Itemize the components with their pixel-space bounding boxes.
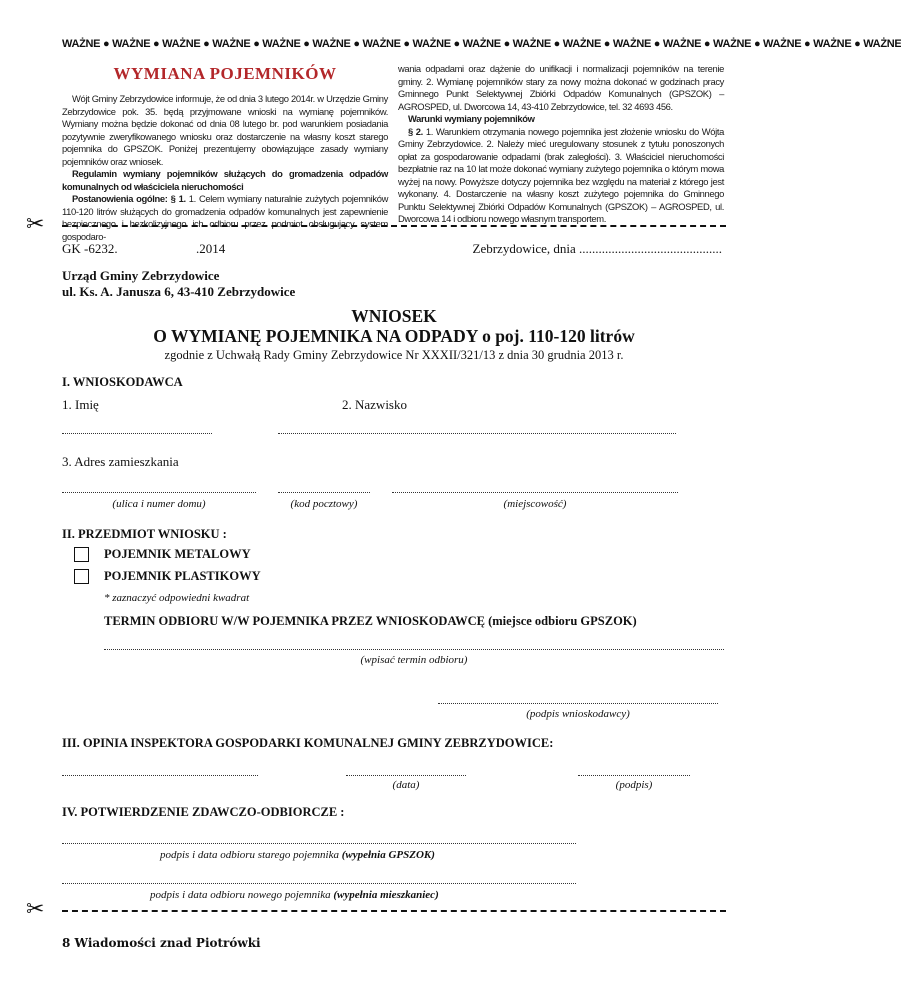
old-bin-signature-hint (160, 849, 435, 861)
section-2-heading: § 2. (408, 125, 423, 137)
metal-bin-label: POJEMNIK METALOWY (104, 547, 251, 561)
scissors-icon: ✂ (26, 897, 45, 922)
first-name-field[interactable] (62, 433, 212, 434)
exchange-conditions-heading: Warunki wymiany pojemników (408, 113, 535, 124)
applicant-signature-hint: (podpis wnioskodawcy) (526, 708, 630, 720)
announcement-title: WYMIANA POJEMNIKÓW (113, 64, 337, 83)
cut-line-top (62, 225, 726, 227)
general-provisions-text: 1. Celem wymiany naturalnie zużytych pojemników 110-120 litrów służących do gromadzenia odpadów komunalnych jest zapewnienie bezpiecznego i bezkolizyjnego ich odbioru przez podmiot obsługujący system gospodaro- (62, 193, 388, 242)
applicant-signature-field[interactable] (438, 703, 718, 704)
street-hint: (ulica i numer domu) (112, 498, 206, 510)
new-bin-signature-field[interactable] (62, 883, 576, 884)
announcement-intro: Wójt Gminy Zebrzydowice informuje, że od dnia 3 lutego 2014r. w Urzędzie Gminy Zebrzydowice pok. 35. będą przyjmowane wnioski na wymianę pojemników. Wymiany można będzie dokonać od dnia 08 lutego br. pod warunkiem posiadania pozytywnie zweryfikowanego wniosku oraz dostarczenie na własny koszt starego pojemnika do GPSZOK. Poniżej prezentujemy obowiązujące zasady wymiany pojemników oraz wniosek. (62, 93, 388, 167)
last-name-label: 2. Nazwisko (342, 397, 407, 412)
inspector-opinion-field[interactable] (62, 775, 258, 776)
section-applicant: I. WNIOSKODAWCA (62, 375, 183, 389)
city-field[interactable] (392, 492, 678, 493)
metal-bin-checkbox[interactable] (74, 547, 89, 562)
place-and-date: Zebrzydowice, dnia ............................................ (472, 241, 722, 256)
reference-prefix: GK -6232. (62, 241, 118, 256)
new-bin-signature-hint (150, 889, 439, 901)
general-provisions (62, 193, 388, 243)
section-2-text: 1. Warunkiem otrzymania nowego pojemnika jest złożenie wniosku do Wójta Gminy Zebrzydowice. 2. Należy mieć uregulowany stosunek z tytułu ponoszonych opłat za gospodarowanie odpadami (brak zaległości). 3. Właściciel nieruchomości bezpłatnie raz na 10 lat może dokonać wymiany zużytego pojemnika o którym mowa wyżej na nowy. Powyższe dotyczy pojemnika bez względu na materiał z którego jest wykonany. 4. Dostarczenie na własny koszt zużytego pojemnika do Gminnego Punktu Selektywnej Zbiórki Odpadów Komunalnych (GPSZOK) – AGROSPED, ul. Dworcowa 14 i odbioru nowego własnym transportem. (398, 125, 724, 224)
announcement-right-column (398, 63, 724, 226)
old-bin-signature-field[interactable] (62, 843, 576, 844)
office-name: Urząd Gminy Zebrzydowice (62, 268, 220, 283)
announcement-continuation: wania odpadami oraz dążenie do unifikacji i normalizacji pojemników na terenie gminy. 2. Wymianę pojemników stary za nowy można dokonać w godzinach pracy Gminnego Punkt Selektywnej Zbiórki Odpadów Komunalnych (GPSZOK) – AGROSPED, ul. Dworcowa 14, 43-410 Zebrzydowice, tel. 32 4693 456. (398, 63, 724, 112)
legal-basis: zgodnie z Uchwałą Rady Gminy Zebrzydowice Nr XXXII/321/13 z dnia 30 grudnia 2013 r. (164, 348, 624, 362)
section-inspector-opinion: III. OPINIA INSPEKTORA GOSPODARKI KOMUNALNEJ GMINY ZEBRZYDOWICE: (62, 736, 554, 750)
first-name-label: 1. Imię (62, 397, 99, 412)
page-number: 8 (62, 936, 71, 950)
exchange-conditions (398, 126, 724, 226)
inspector-date-field[interactable] (346, 775, 466, 776)
inspector-signature-hint: (podpis) (615, 779, 653, 791)
announcement-left-column (62, 93, 388, 243)
new-bin-hint-bold: (wypełnia mieszkaniec) (333, 889, 439, 901)
page-footer (62, 936, 261, 950)
regulation-heading: Regulamin wymiany pojemników służących do gromadzenia odpadów komunalnych od właściciela nieruchomości (62, 168, 388, 192)
inspector-date-hint: (data) (392, 779, 420, 791)
reference-year: .2014 (196, 241, 226, 256)
cut-line-bottom (62, 910, 726, 912)
important-banner: WAŻNE ● WAŻNE ● WAŻNE ● WAŻNE ● WAŻNE ● WAŻNE ● WAŻNE ● WAŻNE ● WAŻNE ● WAŻNE ● WAŻNE ● WAŻNE ● WAŻNE ● WAŻNE ● WAŻNE ● WAŻNE ● WAŻNE (62, 38, 901, 50)
last-name-field[interactable] (278, 433, 676, 434)
postcode-hint: (kod pocztowy) (290, 498, 358, 510)
city-hint: (miejscowość) (503, 498, 567, 510)
pickup-date-hint: (wpisać termin odbioru) (360, 654, 468, 666)
old-bin-hint-text: podpis i data odbioru starego pojemnika (160, 849, 342, 861)
plastic-bin-label: POJEMNIK PLASTIKOWY (104, 569, 261, 583)
section-handover-confirmation: IV. POTWIERDZENIE ZDAWCZO-ODBIORCZE : (62, 805, 345, 819)
general-provisions-heading: Postanowienia ogólne: § 1. (72, 193, 186, 204)
form-title: WNIOSEK (351, 306, 437, 326)
scissors-icon: ✂ (26, 212, 45, 237)
publication-name: Wiadomości znad Piotrówki (74, 936, 261, 950)
pickup-date-heading: TERMIN ODBIORU W/W POJEMNIKA PRZEZ WNIOSKODAWCĘ (miejsce odbioru GPSZOK) (104, 614, 637, 628)
plastic-bin-checkbox[interactable] (74, 569, 89, 584)
street-field[interactable] (62, 492, 256, 493)
new-bin-hint-text: podpis i data odbioru nowego pojemnika (150, 889, 334, 901)
postcode-field[interactable] (278, 492, 370, 493)
pickup-date-field[interactable] (104, 649, 724, 650)
section-request-subject: II. PRZEDMIOT WNIOSKU : (62, 527, 227, 541)
inspector-signature-field[interactable] (578, 775, 690, 776)
form-subtitle: O WYMIANĘ POJEMNIKA NA ODPADY o poj. 110-120 litrów (153, 326, 635, 346)
checkbox-note: * zaznaczyć odpowiedni kwadrat (104, 592, 250, 604)
address-label: 3. Adres zamieszkania (62, 454, 179, 469)
old-bin-hint-bold: (wypełnia GPSZOK) (341, 849, 435, 861)
office-address: ul. Ks. A. Janusza 6, 43-410 Zebrzydowice (62, 284, 296, 299)
